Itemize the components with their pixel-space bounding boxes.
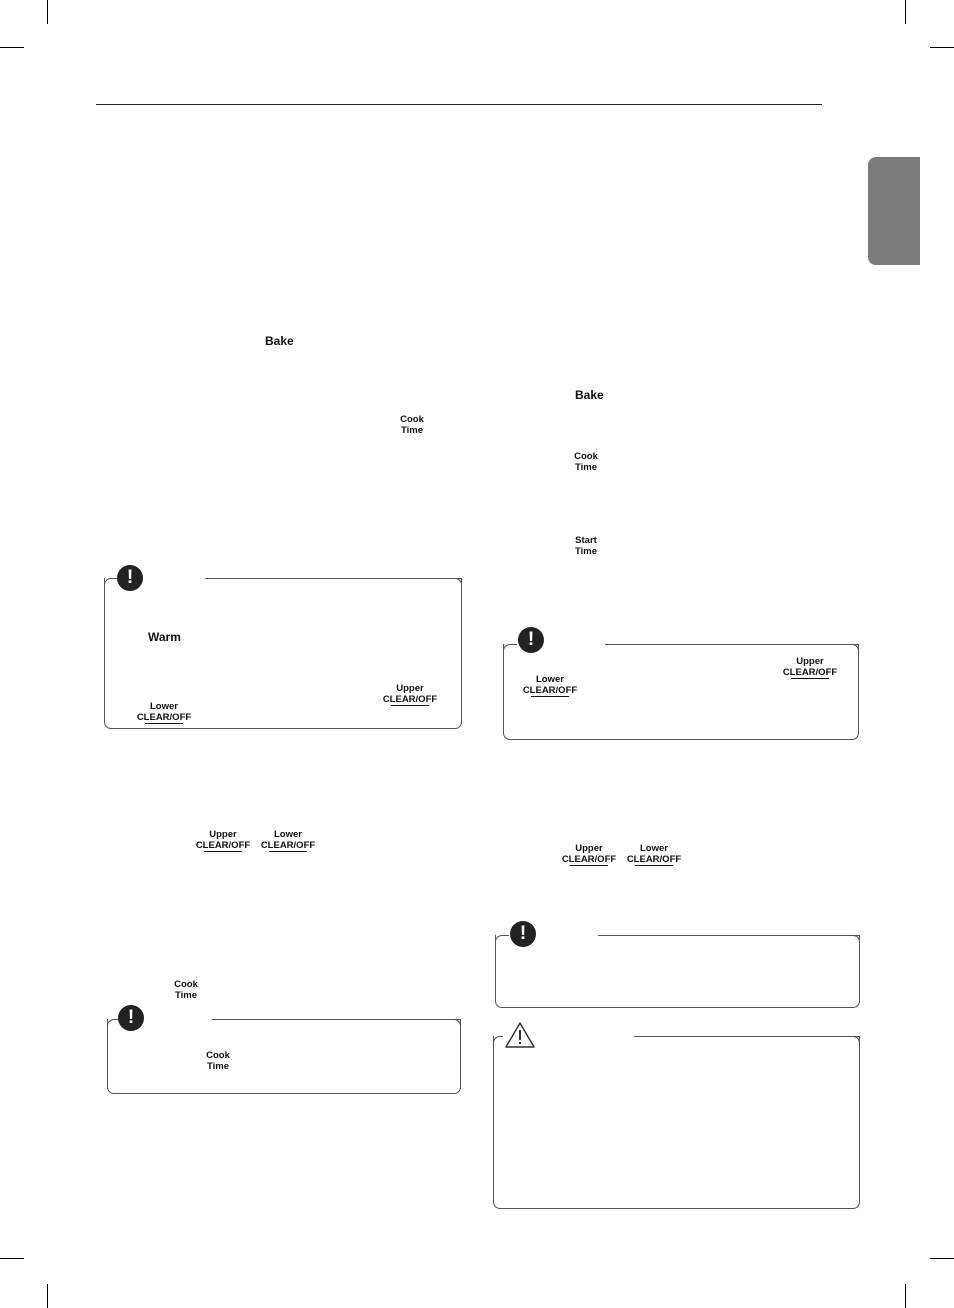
caution-box-corner <box>493 1036 503 1052</box>
upper-word: Upper <box>396 683 424 694</box>
exclamation-circle-icon: ! <box>118 1005 144 1031</box>
lower-clear-off-key-label <box>522 674 578 696</box>
note-box-top-rule <box>212 1019 461 1020</box>
warning-triangle-icon <box>504 1021 536 1049</box>
cook-word: Cook <box>174 979 198 990</box>
crop-mark <box>905 1284 906 1308</box>
caution-box-top-rule <box>634 1036 860 1037</box>
caution-box-corner <box>840 1036 860 1052</box>
cook-time-key-label <box>170 979 202 1001</box>
cook-time-key-label <box>202 1050 234 1072</box>
note-box-corner <box>495 935 509 951</box>
clear-off-word: CLEAR/OFF <box>626 854 682 865</box>
lower-word: Lower <box>150 701 178 712</box>
warm-key-label: Warm <box>148 630 181 644</box>
cook-word: Cook <box>574 451 598 462</box>
lower-clear-off-key-label <box>136 701 192 723</box>
note-box <box>495 935 860 1008</box>
upper-clear-off-key-label <box>782 656 838 678</box>
clear-off-word: CLEAR/OFF <box>561 854 617 865</box>
lower-word: Lower <box>640 843 668 854</box>
time-word: Time <box>574 546 597 557</box>
crop-mark <box>0 1258 24 1259</box>
exclamation-circle-icon: ! <box>510 921 536 947</box>
time-word: Time <box>206 1061 229 1072</box>
bake-key-label: Bake <box>575 388 604 402</box>
clear-off-word: CLEAR/OFF <box>260 840 316 851</box>
note-box-corner <box>839 644 859 660</box>
cook-time-key-label <box>570 451 602 473</box>
crop-mark <box>0 47 24 48</box>
cook-time-key-label <box>396 414 428 436</box>
note-box-corner <box>840 935 860 951</box>
note-box-top-rule <box>205 578 462 579</box>
language-side-tab <box>868 157 920 265</box>
note-box-corner <box>503 644 517 660</box>
caution-box <box>493 1036 860 1209</box>
cook-word: Cook <box>206 1050 230 1061</box>
upper-clear-off-key-label <box>561 843 617 865</box>
crop-mark <box>47 0 48 24</box>
start-time-key-label <box>570 535 602 557</box>
clear-off-word: CLEAR/OFF <box>195 840 251 851</box>
note-box <box>107 1019 461 1094</box>
upper-clear-off-key-label <box>382 683 438 705</box>
clear-off-word: CLEAR/OFF <box>782 667 838 678</box>
bake-key-label: Bake <box>265 334 294 348</box>
note-box-corner <box>441 578 462 598</box>
time-word: Time <box>400 425 423 436</box>
crop-mark <box>930 47 954 48</box>
clear-off-word: CLEAR/OFF <box>522 685 578 696</box>
crop-mark <box>47 1284 48 1308</box>
upper-word: Upper <box>796 656 824 667</box>
start-word: Start <box>575 535 597 546</box>
note-box-top-rule <box>598 935 860 936</box>
time-word: Time <box>174 990 197 1001</box>
time-word: Time <box>574 462 597 473</box>
clear-off-word: CLEAR/OFF <box>382 694 438 705</box>
lower-clear-off-key-label <box>626 843 682 865</box>
lower-word: Lower <box>274 829 302 840</box>
note-box-top-rule <box>605 644 859 645</box>
upper-clear-off-key-label <box>195 829 251 851</box>
upper-word: Upper <box>209 829 237 840</box>
lower-word: Lower <box>536 674 564 685</box>
upper-word: Upper <box>575 843 603 854</box>
exclamation-circle-icon: ! <box>518 627 544 653</box>
header-rule <box>96 104 822 105</box>
crop-mark <box>930 1258 954 1259</box>
crop-mark <box>905 0 906 24</box>
clear-off-word: CLEAR/OFF <box>136 712 192 723</box>
cook-word: Cook <box>400 414 424 425</box>
exclamation-circle-icon: ! <box>117 565 143 591</box>
lower-clear-off-key-label <box>260 829 316 851</box>
note-box-corner <box>441 1019 461 1035</box>
